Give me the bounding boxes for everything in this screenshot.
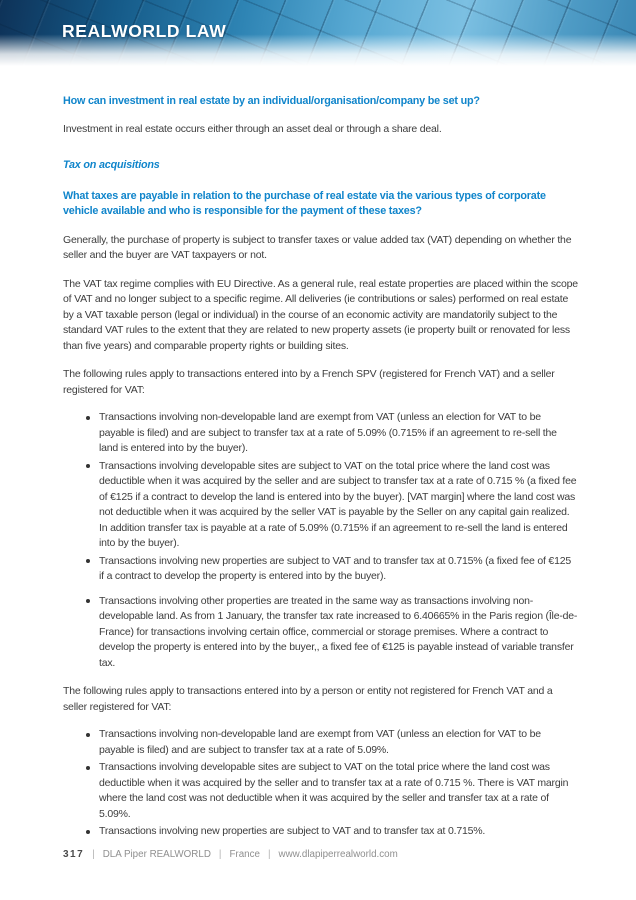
footer-brand: DLA Piper REALWORLD <box>102 849 211 860</box>
list-item <box>86 554 578 585</box>
bullet-list-not-registered-vat <box>63 727 578 840</box>
brand-logo: REALWORLD LAW <box>62 21 227 41</box>
footer-separator: | <box>92 849 95 860</box>
question-heading-setup: How can investment in real estate by an individual/organisation/company be set up? <box>63 95 480 107</box>
list-item <box>86 760 578 822</box>
list-item <box>86 459 578 552</box>
bullet-icon <box>86 830 90 834</box>
page-content <box>0 66 636 840</box>
paragraph-investment: Investment in real estate occurs either through an asset deal or through a share deal. <box>63 122 442 135</box>
page-footer <box>63 849 398 860</box>
paragraph-rules-french-spv: The following rules apply to transactions entered into by a French SPV (registered for French VAT) and a seller registered for VAT: <box>63 368 555 396</box>
footer-separator: | <box>267 849 271 860</box>
bullet-list-registered-vat <box>63 410 578 671</box>
bullet-icon <box>86 599 90 603</box>
list-item <box>86 410 578 457</box>
section-heading-tax-on-acquisitions: Tax on acquisitions <box>63 159 160 171</box>
bullet-icon <box>86 766 90 770</box>
list-item <box>86 727 578 758</box>
list-item-text: Transactions involving new properties are subject to VAT and to transfer tax at 0.715%. <box>99 825 486 837</box>
paragraph-rules-not-registered: The following rules apply to transactions entered into by a person or entity not registered for French VAT and a seller registered for VAT: <box>63 685 553 713</box>
bullet-icon <box>86 416 90 420</box>
list-item-text: Transactions involving developable sites are subject to VAT on the total price where the land cost was deductible when it was acquired by the seller and are subject to transfer tax at a rate of 0.715 % (a fixed fee of €125 if a contract to develop the land is entered into by the buyer). [VAT margin] where the land cost was not deductible when it was acquired by the seller VAT is payable by the Seller on any capital gain realized. In addition transfer tax is payable at a rate of 5.09% (0.715% if an agreement to re-sell the land is entered into by the buyer). <box>99 459 577 549</box>
bullet-icon <box>86 733 90 737</box>
bullet-icon <box>86 464 90 468</box>
list-item-text: Transactions involving other properties are treated in the same way as transactions involving non-developable land. As from 1 January, the transfer tax rate increased to 6.40665% in the Paris region (Île-de-France) for transactions involving certain office, commercial or storage premises. Where a contract to develop the property is entered into by the buyer,, a fixed fee of €125 is payable instead of variable transfer tax. <box>99 594 578 669</box>
list-item-text: Transactions involving non-developable land are exempt from VAT (unless an election for VAT to be payable is filed) and are subject to transfer tax at a rate of 5.09%. <box>99 728 541 756</box>
list-item <box>86 824 578 840</box>
header-banner <box>0 0 636 66</box>
page-number: 317 <box>63 849 85 860</box>
bullet-icon <box>86 559 90 563</box>
list-item-text: Transactions involving developable sites are subject to VAT on the total price where the land cost was deductible when it was acquired by the seller and to transfer tax at a rate of 0.715 %. There is VAT margin where the land cost was not deductible when it was acquired by the seller and transfer tax at a rate of 5.09%. <box>99 761 569 820</box>
footer-separator: | <box>218 849 222 860</box>
list-item-text: Transactions involving non-developable land are exempt from VAT (unless an election for VAT to be payable is filed) and are subject to transfer tax at a rate of 5.09% (0.715% if an agreement to re-sell the land is entered into by the buyer). <box>99 411 557 454</box>
paragraph-generally: Generally, the purchase of property is subject to transfer taxes or value added tax (VAT) depending on whether the seller and the buyer are VAT taxpayers or not. <box>63 233 572 261</box>
list-item <box>86 594 578 672</box>
list-item-text: Transactions involving new properties are subject to VAT and to transfer tax at 0.715% (a fixed fee of €125 if a contract to develop the property is entered into by the buyer). <box>99 554 571 582</box>
question-heading-taxes-payable: What taxes are payable in relation to the purchase of real estate via the various types of corporate vehicle available and who is responsible for the payment of these taxes? <box>63 189 546 217</box>
footer-url[interactable]: www.dlapiperrealworld.com <box>278 849 398 860</box>
footer-country: France <box>229 849 260 860</box>
paragraph-vat-regime: The VAT tax regime complies with EU Directive. As a general rule, real estate properties are placed within the scope of VAT and no longer subject to a specific regime. All deliveries (ie contributions or sales) performed on real estate by a VAT taxable person (legal or individual) in the course of an economic activity are mandatorily subject to the standard VAT rules to the extent that they are related to new property assets (ie property built or renovated for less than five years) and comparable property rights or building sites. <box>63 277 578 352</box>
